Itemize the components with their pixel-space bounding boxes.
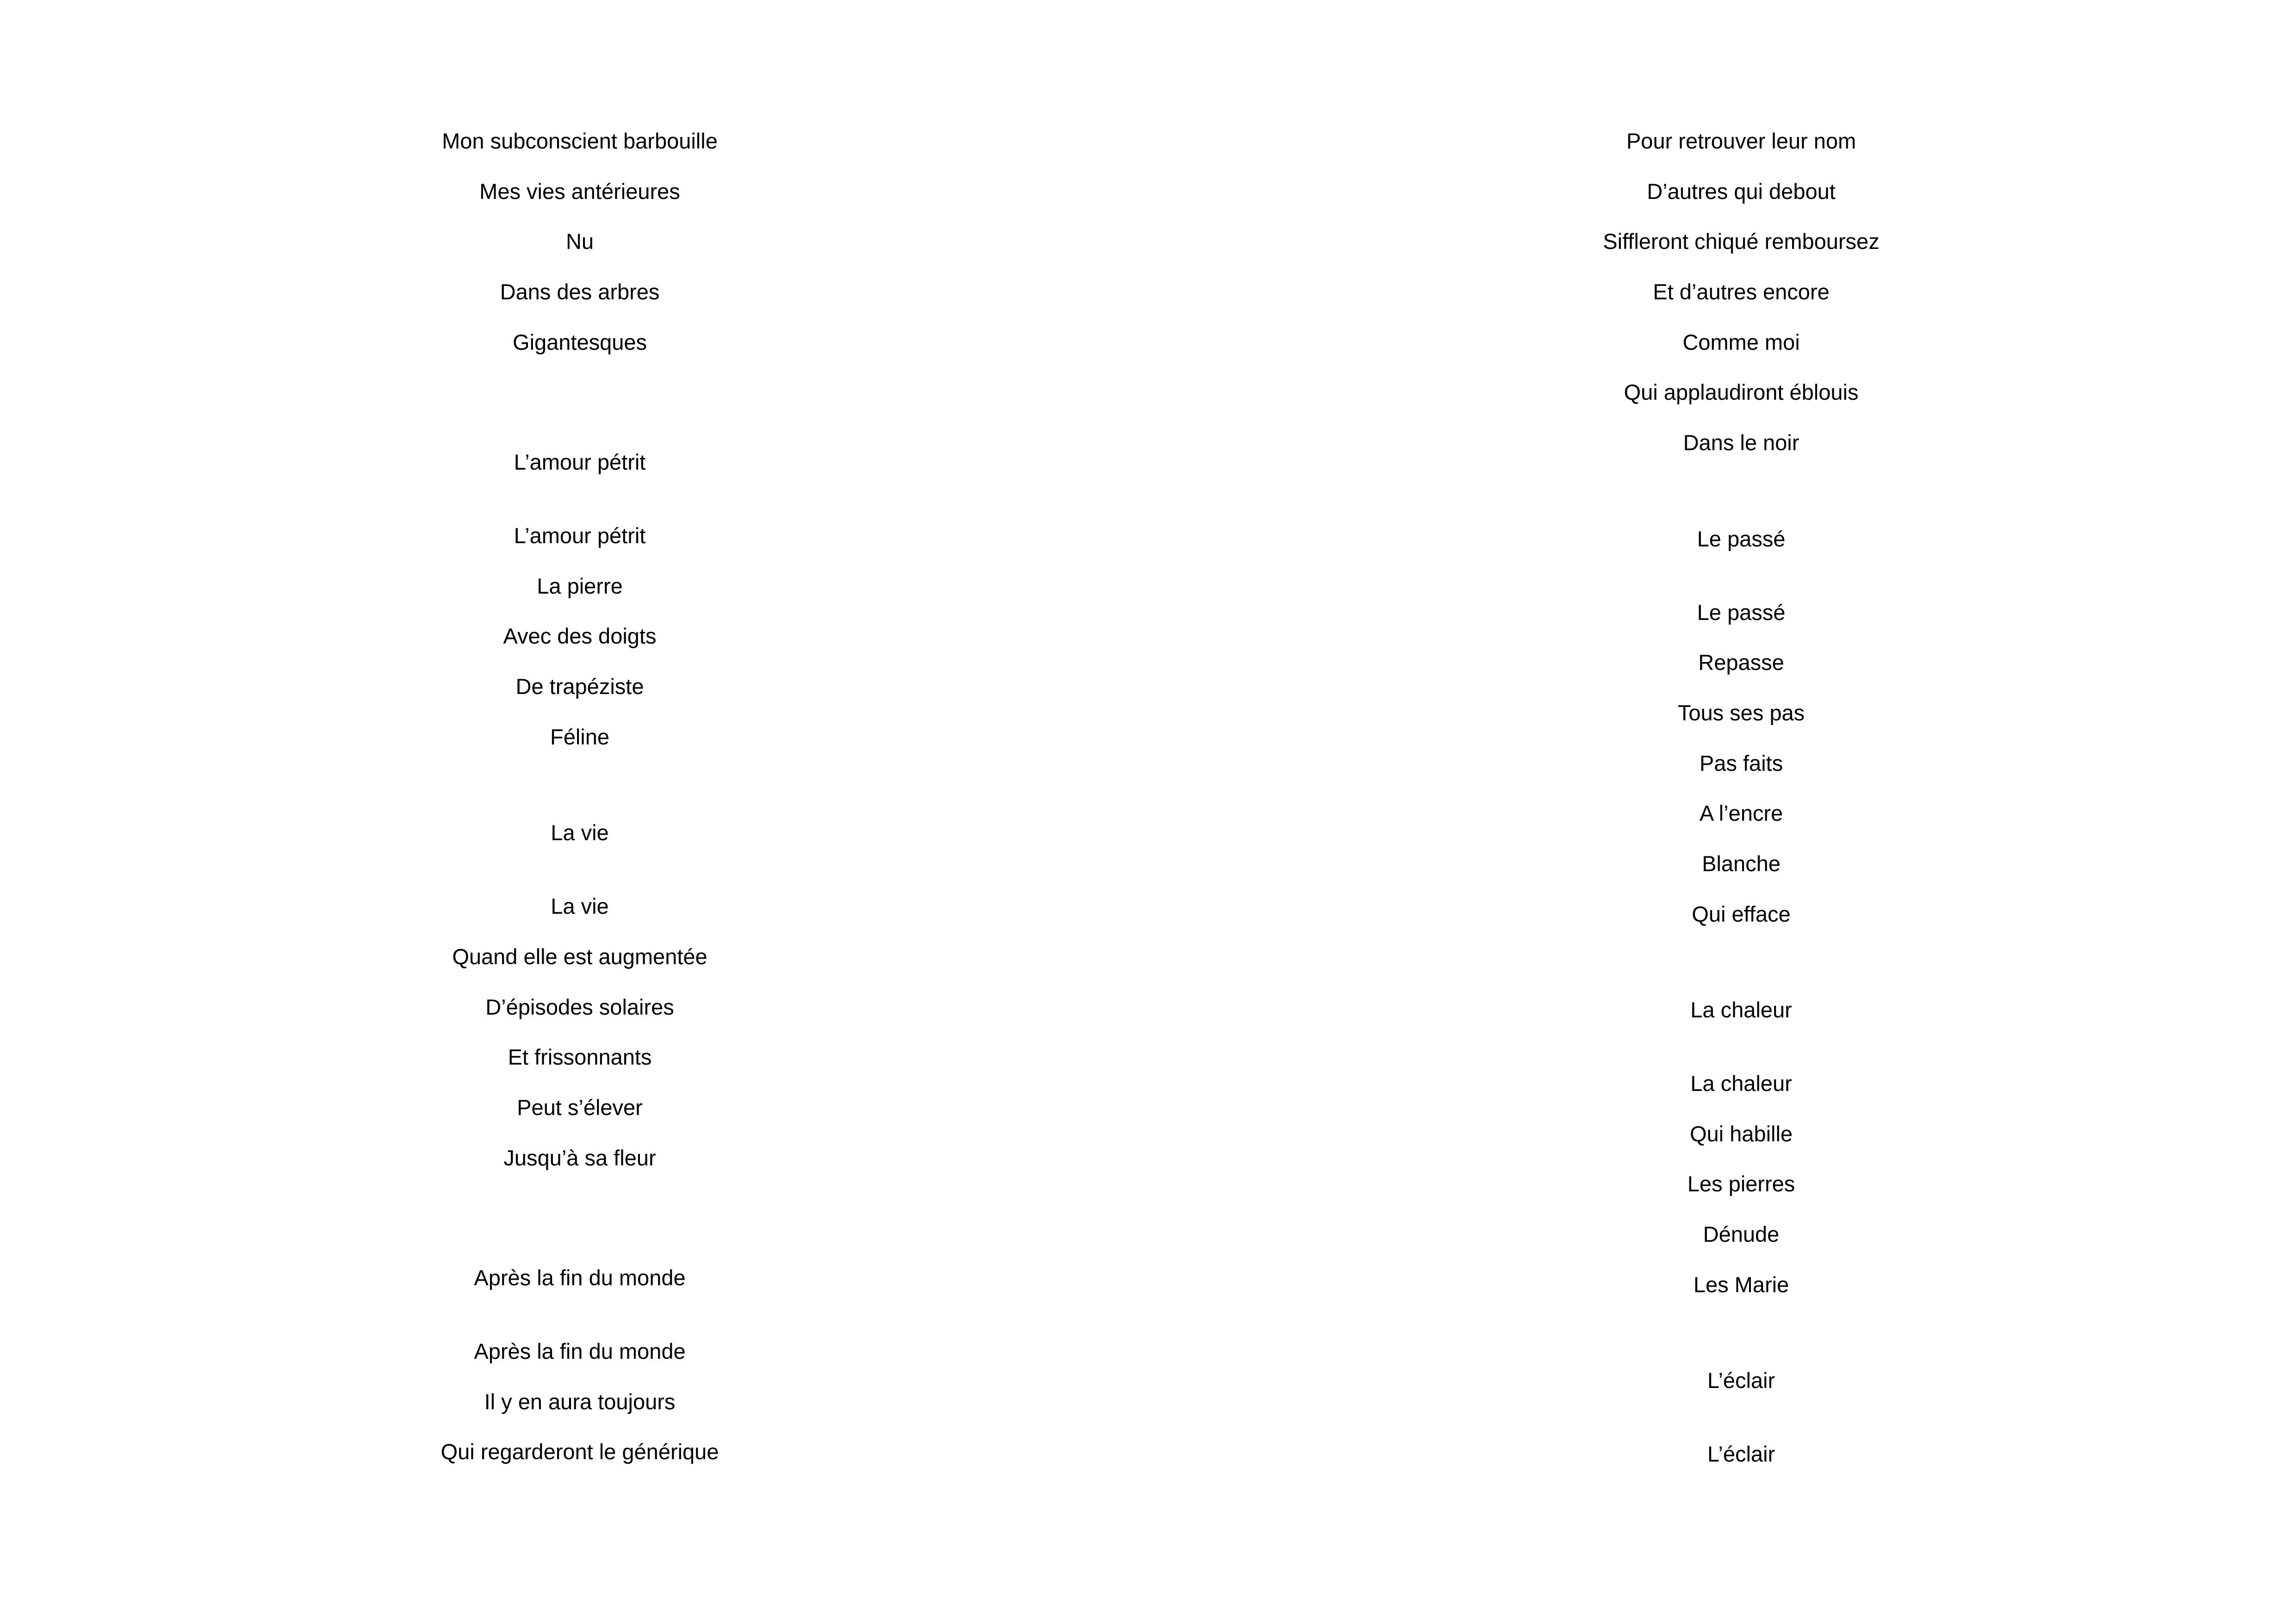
poem-line: Les Marie xyxy=(1693,1272,1789,1297)
poem-line: Après la fin du monde xyxy=(474,1339,686,1363)
poem-line: Et frissonnants xyxy=(508,1045,652,1069)
poem-line: Mon subconscient barbouille xyxy=(442,129,718,153)
poem-line: Mes vies antérieures xyxy=(479,179,680,204)
poem-line: Dans le noir xyxy=(1683,430,1800,455)
poem-line: Tous ses pas xyxy=(1677,700,1805,725)
poem-line: Les pierres xyxy=(1687,1171,1795,1196)
poem-line: Dans des arbres xyxy=(500,279,660,304)
poem-line: Le passé xyxy=(1697,600,1786,625)
poem-line: Siffleront chiqué remboursez xyxy=(1603,229,1880,254)
poem-line: Qui applaudiront éblouis xyxy=(1624,380,1859,404)
poem-line: L’éclair xyxy=(1707,1442,1775,1466)
stanza-heading: La vie xyxy=(551,820,609,845)
poem-line: La chaleur xyxy=(1690,1071,1792,1096)
poem-line: Peut s’élever xyxy=(517,1095,643,1120)
poem-line: Blanche xyxy=(1702,851,1781,876)
poem-line: La vie xyxy=(551,894,609,918)
stanza-heading: La chaleur xyxy=(1690,997,1792,1022)
stanza-heading: L’amour pétrit xyxy=(514,450,646,474)
poem-line: Quand elle est augmentée xyxy=(452,944,707,969)
right-poem-column xyxy=(1417,0,2065,1623)
poem-line: La pierre xyxy=(537,574,623,598)
poem-line: Comme moi xyxy=(1682,330,1800,354)
poem-line: Qui regarderont le générique xyxy=(441,1439,719,1464)
poem-line: Dénude xyxy=(1703,1222,1780,1246)
stanza-heading: Le passé xyxy=(1697,527,1786,551)
poem-line: Avec des doigts xyxy=(503,624,657,648)
poem-line: Pour retrouver leur nom xyxy=(1626,129,1856,153)
left-poem-column xyxy=(256,0,904,1623)
poem-line: Gigantesques xyxy=(512,330,647,354)
stanza-heading: L’éclair xyxy=(1707,1368,1775,1393)
poem-line: D’épisodes solaires xyxy=(485,995,674,1019)
stanza-heading: Après la fin du monde xyxy=(474,1265,686,1290)
poem-line: Nu xyxy=(565,229,594,254)
poem-line: A l’encre xyxy=(1699,801,1783,825)
poem-line: Repasse xyxy=(1698,650,1784,675)
poem-line: Qui efface xyxy=(1692,902,1791,926)
poem-line: L’amour pétrit xyxy=(514,523,646,548)
poem-line: Il y en aura toujours xyxy=(484,1389,676,1414)
poem-line: De trapéziste xyxy=(515,674,644,699)
poem-line: Pas faits xyxy=(1699,751,1783,775)
poem-line: D’autres qui debout xyxy=(1647,179,1836,204)
poem-line: Féline xyxy=(550,725,609,749)
poem-line: Et d’autres encore xyxy=(1653,279,1830,304)
poem-line: Qui habille xyxy=(1689,1121,1793,1146)
poem-line: Jusqu’à sa fleur xyxy=(503,1146,656,1170)
